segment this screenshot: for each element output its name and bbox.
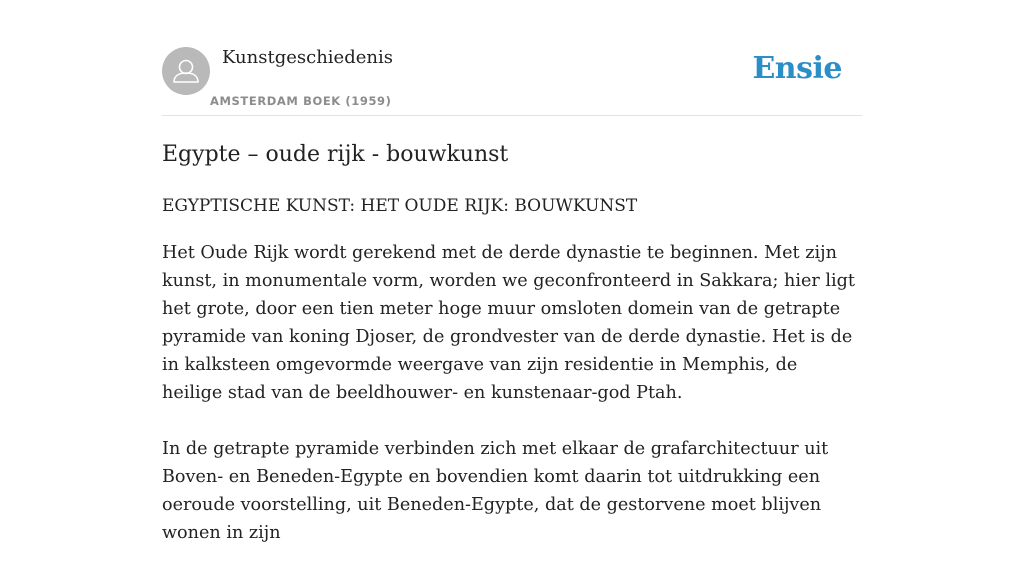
article-title: Egypte – oude rijk - bouwkunst <box>162 142 509 167</box>
article-paragraph: Het Oude Rijk wordt gerekend met de derde dynastie te beginnen. Met zijn kunst, in monumentale vorm, worden we geconfronteerd in Sakkara; hier ligt het grote, door een tien meter hoge muur omsloten domein van de getrapte pyramide van koning Djoser, de grondvester van de derde dynastie. Het is de in kalksteen omgevormde weergave van zijn residentie in Memphis, de heilige stad van de beeldhouwer- en kunstenaar-god Ptah. <box>162 243 855 403</box>
article-subheading: EGYPTISCHE KUNST: HET OUDE RIJK: BOUWKUNST <box>162 196 638 216</box>
book-title[interactable]: Kunstgeschiedenis <box>222 47 393 68</box>
source-label: AMSTERDAM BOEK (1959) <box>210 94 392 108</box>
article-paragraph: In de getrapte pyramide verbinden zich met elkaar de grafarchitectuur uit Boven- en Beneden-Egypte en bovendien komt daarin tot uitdrukking een oeroude voorstelling, uit Beneden-Egypte, dat de gestorvene moet blijven wonen in zijn <box>162 439 829 543</box>
article-body <box>162 239 862 575</box>
avatar[interactable] <box>162 47 210 95</box>
site-logo[interactable]: Ensie <box>752 51 842 86</box>
user-icon <box>162 47 210 95</box>
page <box>162 0 862 543</box>
header <box>162 0 862 116</box>
